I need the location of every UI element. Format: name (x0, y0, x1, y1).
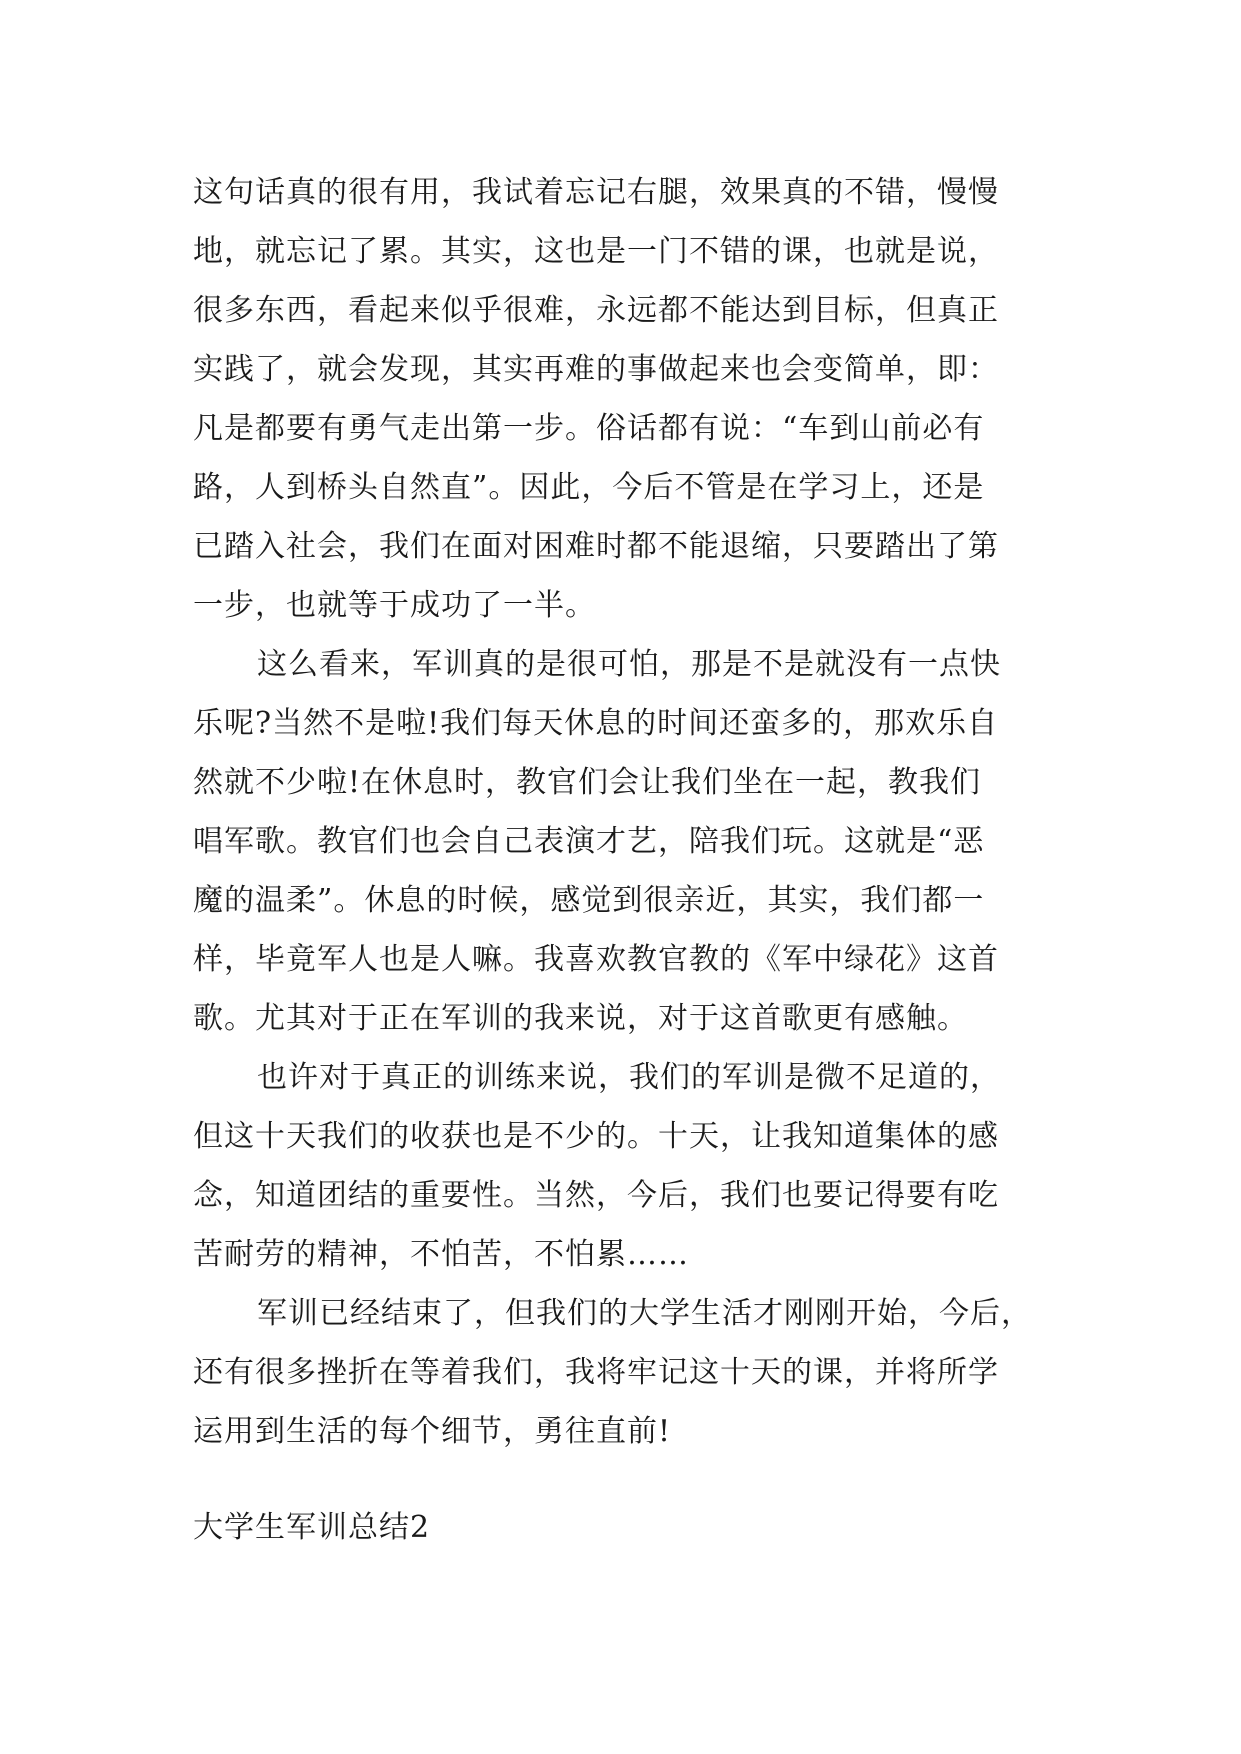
body-line: 实践了，就会发现，其实再难的事做起来也会变简单，即： (193, 352, 999, 387)
body-line: 魔的温柔”。休息的时候，感觉到很亲近，其实，我们都一 (193, 883, 985, 918)
paragraph-first-line: 军训已经结束了，但我们的大学生活才刚刚开始，今后， (257, 1296, 1032, 1331)
body-line: 还有很多挫折在等着我们，我将牢记这十天的课，并将所学 (193, 1355, 999, 1390)
body-line: 这句话真的很有用，我试着忘记右腿，效果真的不错，慢慢 (193, 175, 999, 210)
document-body (193, 163, 1053, 1461)
body-line: 苦耐劳的精神，不怕苦，不怕累…… (193, 1237, 689, 1272)
body-line: 乐呢?当然不是啦!我们每天休息的时间还蛮多的，那欢乐自 (193, 706, 999, 741)
paragraph-first-line: 这么看来，军训真的是很可怕，那是不是就没有一点快 (257, 647, 1001, 682)
body-line: 运用到生活的每个细节，勇往直前! (193, 1414, 672, 1449)
body-line: 凡是都要有勇气走出第一步。俗话都有说：“车到山前必有 (193, 411, 985, 446)
body-line: 地，就忘记了累。其实，这也是一门不错的课，也就是说， (193, 234, 999, 269)
section-heading: 大学生军训总结2 (193, 1510, 431, 1545)
body-line: 路，人到桥头自然直”。因此，今后不管是在学习上，还是 (193, 470, 985, 505)
body-line: 念，知道团结的重要性。当然，今后，我们也要记得要有吃 (193, 1178, 999, 1213)
body-line: 但这十天我们的收获也是不少的。十天，让我知道集体的感 (193, 1119, 999, 1154)
body-line: 很多东西，看起来似乎很难，永远都不能达到目标，但真正 (193, 293, 999, 328)
body-line: 然就不少啦!在休息时，教官们会让我们坐在一起，教我们 (193, 765, 982, 800)
body-line: 歌。尤其对于正在军训的我来说，对于这首歌更有感触。 (193, 1001, 968, 1036)
body-line: 已踏入社会，我们在面对困难时都不能退缩，只要踏出了第 (193, 529, 999, 564)
body-line: 一步，也就等于成功了一半。 (193, 588, 596, 623)
paragraph-first-line: 也许对于真正的训练来说，我们的军训是微不足道的， (257, 1060, 1001, 1095)
body-line: 样，毕竟军人也是人嘛。我喜欢教官教的《军中绿花》这首 (193, 942, 999, 977)
body-line: 唱军歌。教官们也会自己表演才艺，陪我们玩。这就是“恶 (193, 824, 985, 859)
